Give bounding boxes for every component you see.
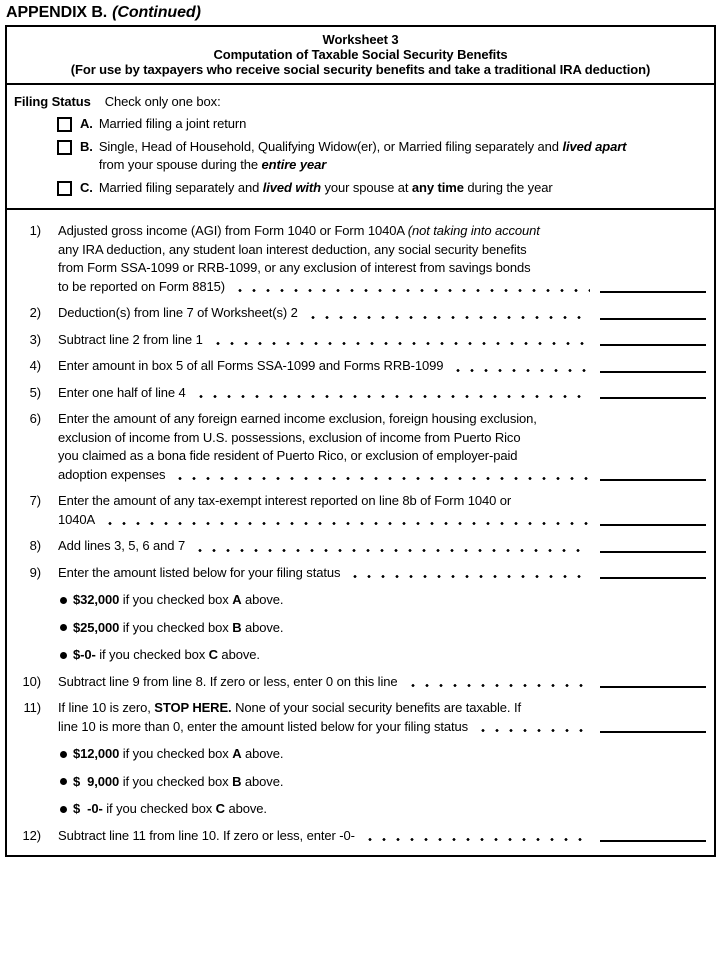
filing-option-line [99, 179, 553, 198]
dot-leader [194, 394, 590, 399]
text-segment: Subtract line 11 from line 10. If zero or less, enter -0- [58, 827, 355, 843]
filing-options [14, 115, 706, 197]
dot-leader [476, 728, 590, 733]
worksheet-line-7 [15, 492, 706, 529]
line-number: 3) [29, 331, 41, 347]
line-row [15, 564, 706, 583]
worksheet-line-5 [15, 384, 706, 403]
line-row [15, 492, 706, 529]
line-row [15, 331, 706, 350]
line-text-row [58, 241, 600, 260]
dot-leader [348, 574, 590, 579]
text-segment: from your spouse during the [98, 157, 262, 172]
text-segment: Adjusted gross income (AGI) from Form 1040 or Form 1040A [58, 223, 408, 238]
line-text-row [58, 673, 600, 692]
text-segment: above. [241, 773, 284, 789]
worksheet-line-4 [15, 357, 706, 376]
line-text [58, 564, 600, 583]
line-text [58, 331, 600, 350]
filing-option-line [99, 138, 627, 157]
worksheet-note: (For use by taxpayers who receive social security benefits and take a traditional IRA deduction) [70, 62, 651, 77]
worksheet-line-2 [15, 304, 706, 323]
text-segment: STOP HERE. [154, 700, 232, 715]
text-segment: $ 9,000 [73, 773, 120, 789]
line-row [15, 537, 706, 556]
worksheet-title: Worksheet 3 [322, 32, 399, 47]
filing-status-label: Filing Status [14, 94, 91, 109]
text-segment: lived apart [562, 138, 627, 154]
text-segment: any time [411, 179, 464, 195]
text-segment: if you checked box [102, 801, 216, 816]
line-number: 2) [29, 305, 41, 320]
filing-amount-bullet [60, 800, 706, 819]
dot-leader [451, 368, 590, 373]
worksheet-line-1 [15, 222, 706, 296]
line-number: 6) [29, 411, 41, 426]
text-segment: C [208, 647, 218, 662]
line-text-row [58, 827, 600, 846]
filing-status-instruction: Check only one box: [104, 94, 221, 109]
text-segment: above. [224, 801, 267, 816]
filing-option-line [99, 156, 627, 175]
text-segment: entire year [261, 157, 327, 172]
text-segment: $32,000 [73, 592, 120, 607]
text-segment: If line 10 is zero, [58, 700, 155, 715]
text-segment: Enter amount in box 5 of all Forms SSA-1099 and Forms RRB-1099 [58, 358, 444, 373]
filing-amount-bullet [60, 646, 706, 665]
line-text-row [58, 466, 600, 485]
page-title-main: APPENDIX B. [6, 4, 108, 21]
text-segment: Add lines 3, 5, 6 and 7 [58, 538, 186, 553]
line-text-row [58, 357, 600, 376]
text-segment: if you checked box [119, 773, 233, 789]
text-segment: A [232, 592, 242, 607]
line-row [15, 827, 706, 846]
line-text-row [58, 718, 600, 737]
filing-option-text [99, 138, 627, 175]
line-row [15, 410, 706, 484]
text-segment: lived with [262, 179, 321, 195]
filing-amount-bullet [60, 619, 706, 638]
text-segment: A [232, 746, 242, 761]
bullet-text [73, 800, 267, 819]
filing-amount-bullet [60, 745, 706, 764]
line-text [58, 304, 600, 323]
line-text [58, 673, 600, 692]
line-text-row [58, 429, 600, 448]
line-number: 12) [22, 827, 41, 843]
bullet-text [73, 745, 283, 764]
filing-option-text [99, 115, 246, 134]
line-text [58, 384, 600, 403]
filing-amount-bullet [60, 773, 706, 792]
text-segment: $25,000 [73, 619, 120, 635]
line-text-row [58, 304, 600, 323]
bullet-icon [60, 751, 67, 758]
dot-leader [306, 315, 590, 320]
filing-option-b [14, 138, 706, 175]
line-number: 10) [22, 673, 41, 689]
filing-option-letter: B. [80, 138, 93, 154]
text-segment: Subtract line 9 from line 8. If zero or less, enter 0 on this line [58, 673, 398, 689]
text-segment: if you checked box [119, 619, 233, 635]
line-text-row [58, 564, 600, 583]
line-row [15, 357, 706, 376]
amount-entry-line-6[interactable] [600, 479, 706, 481]
filing-option-a [14, 115, 706, 134]
line-number: 4) [29, 358, 41, 373]
line-text-row [58, 278, 600, 297]
worksheet-line-10 [15, 673, 706, 692]
bullet-icon [60, 652, 67, 659]
line-number: 8) [29, 538, 41, 553]
dot-leader [363, 837, 590, 842]
amount-entry-line-10[interactable] [600, 686, 706, 688]
filing-option-line [99, 115, 246, 134]
amount-entry-line-3[interactable] [600, 344, 706, 346]
line-text [58, 492, 600, 529]
dot-leader [173, 476, 590, 481]
page-title [5, 3, 716, 25]
text-segment: Married filing a joint return [98, 116, 247, 131]
worksheet-line-12 [15, 827, 706, 846]
line-text [58, 222, 600, 296]
worksheet-line-6 [15, 410, 706, 484]
text-segment: $12,000 [73, 746, 120, 761]
filing-status-section [7, 85, 714, 210]
filing-amount-bullet [60, 591, 706, 610]
line-number: 11) [23, 700, 41, 715]
text-segment: from Form SSA-1099 or RRB-1099, or any exclusion of interest from savings bonds [58, 260, 531, 275]
amount-entry-line-9[interactable] [600, 577, 706, 579]
worksheet-line-3 [15, 331, 706, 350]
text-segment: $ -0- [73, 801, 103, 816]
bullet-icon [60, 624, 67, 631]
amount-entry-line-5[interactable] [600, 397, 706, 399]
text-segment: if you checked box [119, 746, 233, 761]
worksheet-line-11 [15, 699, 706, 819]
text-segment: to be reported on Form 8815) [58, 278, 226, 294]
line-text-row [58, 384, 600, 403]
amount-entry-line-1[interactable] [600, 291, 706, 293]
line-row [15, 222, 706, 296]
text-segment: Enter one half of line 4 [58, 384, 186, 400]
worksheet-line-9 [15, 564, 706, 665]
text-segment: above. [241, 746, 284, 761]
line-text-row [58, 699, 600, 718]
text-segment: you claimed as a bona fide resident of Puerto Rico, or exclusion of employer-paid [58, 448, 518, 463]
dot-leader [233, 288, 590, 293]
filing-checkbox-c[interactable] [57, 181, 72, 196]
line-text-row [58, 447, 600, 466]
text-segment: 1040A [58, 511, 96, 527]
text-segment: above. [241, 619, 284, 635]
worksheet-header [7, 27, 714, 85]
line-text-row [58, 511, 600, 530]
filing-option-c [14, 179, 706, 198]
line-text-row [58, 222, 600, 241]
bullet-text [73, 619, 283, 638]
text-segment: line 10 is more than 0, enter the amount listed below for your filing status [58, 718, 469, 734]
filing-option-letter: C. [80, 179, 93, 195]
line-text-row [58, 259, 600, 278]
line-row [15, 673, 706, 692]
text-segment: if you checked box [95, 647, 209, 662]
text-segment: (not taking into account [407, 223, 540, 238]
text-segment: any IRA deduction, any student loan interest deduction, any social security benefits [58, 241, 527, 257]
amount-entry-line-7[interactable] [600, 524, 706, 526]
text-segment: during the year [463, 179, 553, 195]
text-segment: Married filing separately and [98, 179, 263, 195]
text-segment: Subtract line 2 from line 1 [58, 331, 203, 347]
page-title-continued: (Continued) [112, 4, 201, 21]
text-segment: your spouse at [320, 179, 412, 195]
filing-option-text [99, 179, 553, 198]
text-segment: if you checked box [119, 592, 233, 607]
amount-entry-line-11[interactable] [600, 731, 706, 733]
line-text [58, 827, 600, 846]
worksheet-subtitle: Computation of Taxable Social Security Benefits [213, 47, 508, 62]
text-segment: None of your social security benefits are taxable. If [231, 700, 521, 715]
line-text-row [58, 492, 600, 511]
text-segment: Single, Head of Household, Qualifying Widow(er), or Married filing separately and [98, 138, 563, 154]
bullet-text [73, 591, 283, 610]
line-text-row [58, 331, 600, 350]
text-segment: C [215, 801, 225, 816]
text-segment: above. [217, 647, 260, 662]
worksheet-lines-section [7, 210, 714, 855]
bullet-text [73, 646, 260, 665]
filing-status-head [14, 93, 706, 111]
text-segment: above. [241, 592, 284, 607]
text-segment: $-0- [73, 647, 96, 662]
bullet-text [73, 773, 283, 792]
filing-checkbox-b[interactable] [57, 140, 72, 155]
dot-leader [103, 521, 590, 526]
line-text [58, 699, 600, 736]
line-text-row [58, 537, 600, 556]
bullet-icon [60, 597, 67, 604]
filing-option-letter: A. [80, 116, 93, 131]
text-segment: Enter the amount of any foreign earned income exclusion, foreign housing exclusion, [58, 411, 537, 426]
dot-leader [193, 548, 590, 553]
line-number: 9) [29, 564, 41, 580]
line-text [58, 357, 600, 376]
text-segment: Enter the amount listed below for your filing status [58, 564, 341, 580]
amount-entry-line-12[interactable] [600, 840, 706, 842]
line-number: 7) [29, 493, 41, 508]
line-row [15, 304, 706, 323]
line-number: 5) [29, 384, 41, 400]
text-segment: adoption expenses [58, 466, 166, 482]
dot-leader [211, 341, 590, 346]
line-text-row [58, 410, 600, 429]
amount-entry-line-2[interactable] [600, 318, 706, 320]
amount-entry-line-4[interactable] [600, 371, 706, 373]
amount-entry-line-8[interactable] [600, 551, 706, 553]
line-text [58, 410, 600, 484]
line-text [58, 537, 600, 556]
worksheet-box [5, 25, 716, 857]
line-row [15, 384, 706, 403]
text-segment: B [232, 619, 242, 635]
bullet-icon [60, 806, 67, 813]
dot-leader [406, 683, 590, 688]
line-row [15, 699, 706, 736]
text-segment: B [232, 773, 242, 789]
filing-checkbox-a[interactable] [57, 117, 72, 132]
text-segment: exclusion of income from U.S. possessions, exclusion of income from Puerto Rico [58, 429, 521, 445]
bullet-icon [60, 778, 67, 785]
text-segment: Deduction(s) from line 7 of Worksheet(s) 2 [58, 305, 298, 320]
line-number: 1) [29, 223, 41, 238]
worksheet-line-8 [15, 537, 706, 556]
text-segment: Enter the amount of any tax-exempt interest reported on line 8b of Form 1040 or [58, 493, 512, 508]
